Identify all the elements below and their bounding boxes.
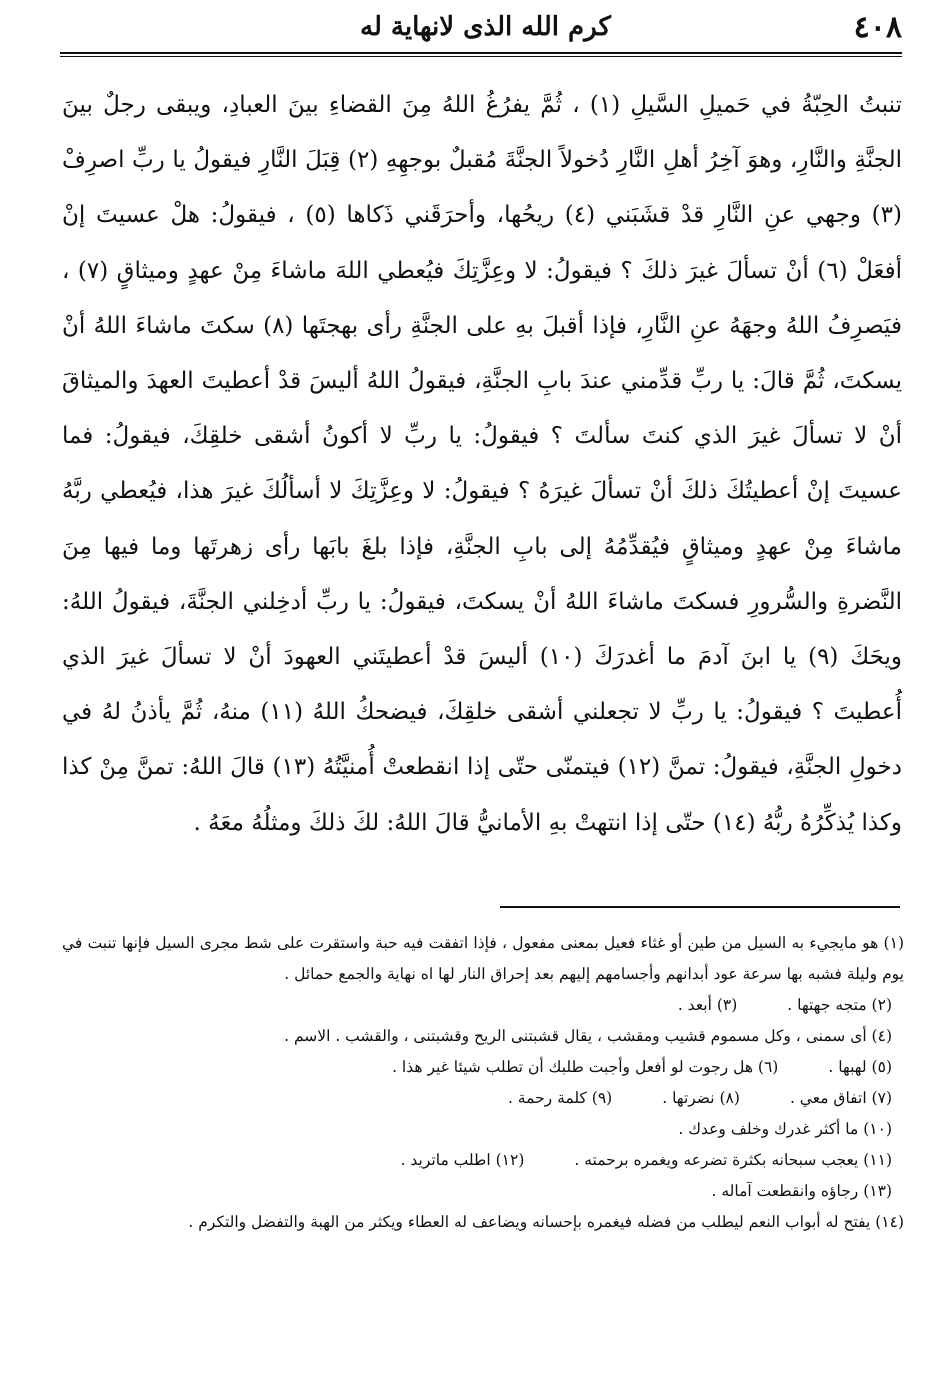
footnote-8: (٨) نضرتها . — [662, 1089, 740, 1107]
footnote-9: (٩) كلمة رحمة . — [507, 1089, 613, 1107]
footnote-13: (١٣) رجاؤه وانقطعت آماله . — [711, 1182, 892, 1200]
footnote-5: (٥) لهبها . — [828, 1058, 892, 1076]
footnote-row-5-6 — [62, 1052, 904, 1083]
footnote-3: (٣) أبعد . — [677, 996, 738, 1014]
footnote-row-7-9 — [62, 1083, 904, 1114]
main-text — [62, 78, 902, 851]
running-title: كرم الله الذى لانهاية له — [360, 12, 611, 42]
footnote-11: (١١) يعجب سبحانه بكثرة تضرعه ويغمره برحمته . — [574, 1151, 892, 1169]
page-number: ٤٠٨ — [853, 9, 902, 45]
footnote-separator — [500, 906, 900, 908]
hadith-paragraph: تنبتُ الحِبّةُ في حَميلِ السَّيلِ (١) ، ثُمَّ يفرُغُ اللهُ مِنَ القضاءِ بينَ العبادِ، ويبقى رجلٌ بينَ الجنَّةِ والنَّارِ، وهوَ آخِرُ أهلِ النَّارِ دُخولاً الجنَّةَ مُقبلٌ بوجهِهِ (٢) قِبَلَ النَّارِ فيقولُ يا ربِّ اصرِفْ (٣) وجهي عنِ النَّارِ قدْ قشَبَني (٤) ريحُها، وأحرَقَني ذَكاها (٥) ، فيقولُ: هلْ عسيتَ إنْ أفعَلْ (٦) أنْ تسألَ غيرَ ذلكَ ؟ فيقولُ: لا وعِزَّتِكَ فيُعطي اللهَ ماشاءَ مِنْ عهدٍ وميثاقٍ (٧) ، فيَصرِفُ اللهُ وجهَهُ عنِ النَّارِ، فإذا أقبلَ بهِ على الجنَّةِ رأى بهجتَها (٨) سكتَ ماشاءَ اللهُ أنْ يسكتَ، ثُمَّ قالَ: يا ربِّ قدِّمني عندَ بابِ الجنَّةِ، فيقولُ اللهُ أليسَ قدْ أعطيتَ العهدَ والميثاقَ أنْ لا تسألَ غيرَ الذي كنتَ سألتَ ؟ فيقولُ: يا ربِّ لا أكونُ أشقى خلقِكَ، فيقولُ: فما عسيتَ إنْ أعطيتُكَ ذلكَ أنْ تسألَ غيرَهُ ؟ فيقولُ: لا وعِزَّتِكَ لا أسألُكَ غيرَ هذا، فيُعطي ربَّهُ ماشاءَ مِنْ عهدٍ وميثاقٍ فيُقدِّمُهُ إلى بابِ الجنَّةِ، فإذا بلغَ بابَها رأى زهرتَها وما فيها مِنَ النَّضرةِ والسُّرورِ فسكتَ ماشاءَ اللهُ أنْ يسكتَ، فيقولُ: يا ربِّ أدخِلني الجنَّةَ، فيقولُ اللهُ: ويحَكَ (٩) يا ابنَ آدمَ ما أغدرَكَ (١٠) أليسَ قدْ أعطيتَني العهودَ أنْ لا تسألَ غيرَ الذي أُعطيتَ ؟ فيقولُ: يا ربِّ لا تجعلني أشقى خلقِكَ، فيضحكُ اللهُ (١١) منهُ، ثُمَّ يأذنُ لهُ في دخولِ الجنَّةِ، فيقولُ: تمنَّ (١٢) فيتمنّى حتّى إذا انقطعتْ أُمنيَّتُهُ (١٣) قالَ اللهُ: تمنَّ مِنْ كذا وكذا يُذكِّرُهُ ربُّهُ (١٤) حتّى إذا انتهتْ بهِ الأمانيُّ قالَ اللهُ: لكَ ذلكَ ومثلُهُ معَهُ . — [62, 92, 902, 836]
footnote-row-11-12 — [62, 1145, 904, 1176]
footnote-7: (٧) اتفاق معي . — [789, 1089, 892, 1107]
footnote-10: (١٠) ما أكثر غدرك وخلف وعدك . — [678, 1120, 892, 1138]
page-header — [60, 6, 902, 48]
footnote-14: (١٤) يفتح له أبواب النعم ليطلب من فضله فيغمره بإحسانه ويضاعف له العطاء ويكثر من الهبة والتفضل والتكرم . — [188, 1213, 904, 1231]
footnote-row-2-3 — [62, 990, 904, 1021]
footnote-2: (٢) متجه جهتها . — [787, 996, 892, 1014]
footnote-6: (٦) هل رجوت لو أفعل وأجبت طلبك أن تطلب شيئا غير هذا . — [392, 1058, 779, 1076]
footnote-4: (٤) أى سمنى ، وكل مسموم قشيب ومقشب ، يقال قشبتنى الريح وقشبتنى ، والقشب . الاسم . — [284, 1027, 892, 1045]
footnotes — [62, 928, 904, 1238]
footnote-1: (١) هو مايجيء به السيل من طين أو غثاء فعيل بمعنى مفعول ، فإذا اتفقت فيه حبة واستقرت على شط مجرى السيل فإنها تنبت في يوم وليلة فشبه بها سرعة عود أبدانهم وأجسامهم إليهم بعد إحراق النار لها اه نهاية والجمع حمائل . — [62, 934, 904, 983]
header-rule — [60, 52, 902, 57]
footnote-12: (١٢) اطلب ماتريد . — [400, 1151, 525, 1169]
